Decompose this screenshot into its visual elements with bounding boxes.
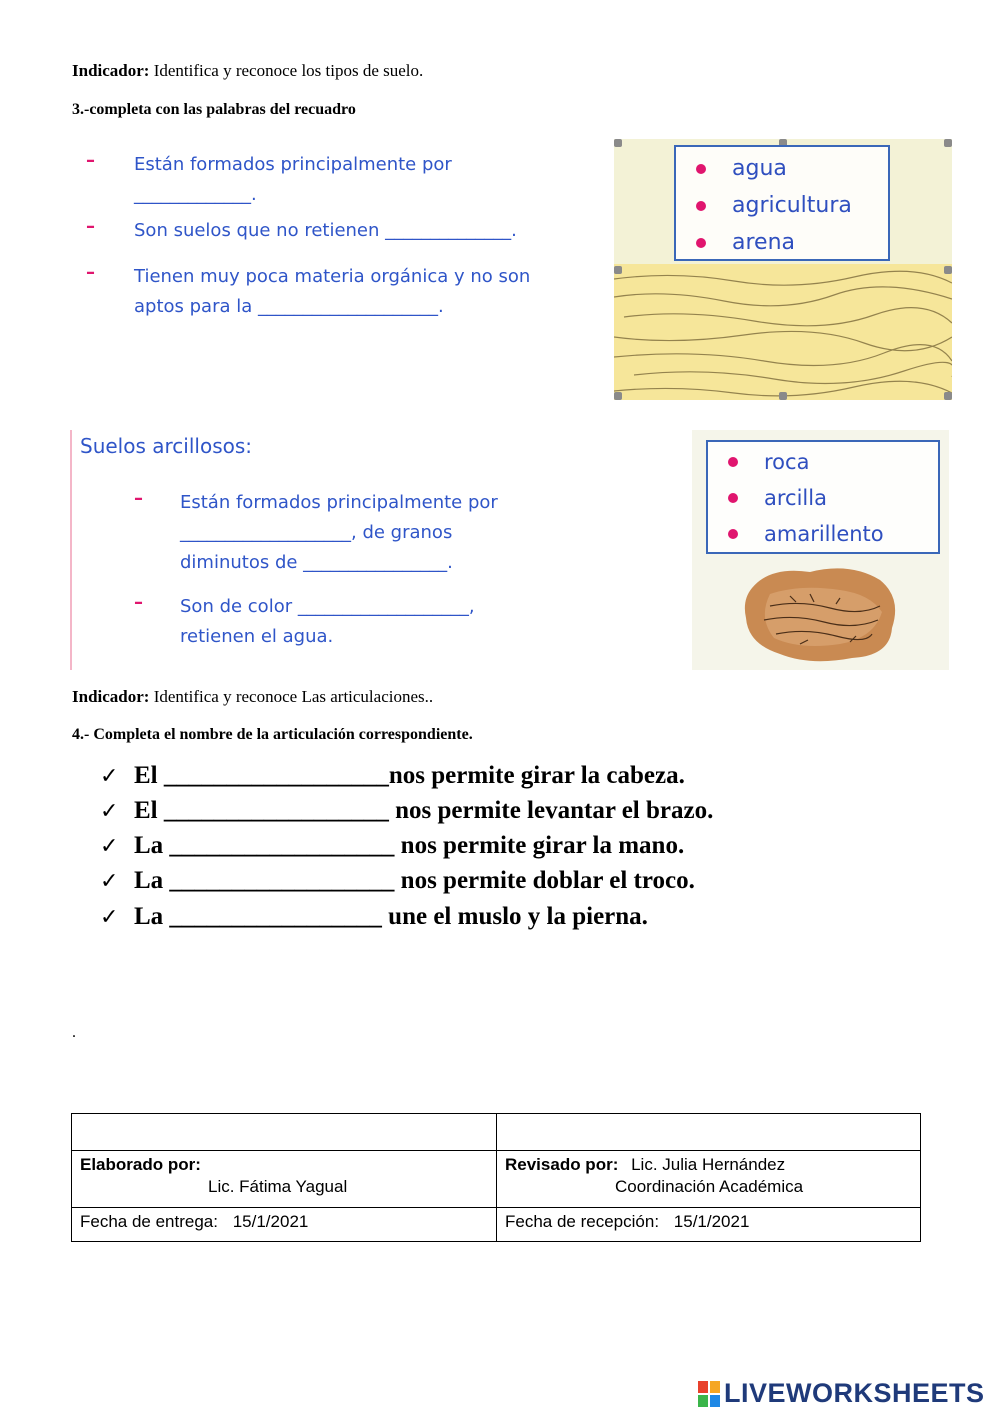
indicator-text: Identifica y reconoce los tipos de suelo. — [149, 61, 424, 80]
soil-item-1-line2[interactable]: _____________. — [134, 184, 257, 205]
word-amarillento: amarillento — [764, 522, 884, 546]
word-item — [676, 224, 888, 261]
joint-sentence-1[interactable]: El __________________nos permite girar la cabeza. — [134, 762, 685, 789]
sand-image — [614, 139, 952, 400]
word-item — [708, 480, 938, 516]
checkmark-icon: ✓ — [100, 799, 119, 824]
joint-line-4 — [100, 867, 900, 903]
word-box-soil — [674, 145, 890, 261]
joints-list — [100, 762, 900, 939]
indicator-joints — [72, 687, 433, 707]
clay-item-1-line1: Están formados principalmente por — [180, 492, 498, 513]
word-arcilla: arcilla — [764, 486, 827, 510]
bullet-icon — [728, 529, 738, 539]
indicator-label: Indicador: — [72, 687, 150, 706]
clay-heading: Suelos arcillosos: — [80, 434, 253, 458]
word-item — [708, 516, 938, 552]
clay-item-2-line1[interactable]: Son de color ___________________, — [180, 596, 475, 617]
checkmark-icon: ✓ — [100, 764, 119, 789]
clay-item-1 — [134, 488, 594, 578]
resize-handle[interactable] — [614, 266, 622, 274]
joint-sentence-4[interactable]: La __________________ nos permite doblar el troco. — [134, 867, 695, 894]
clay-item-2-line2: retienen el agua. — [180, 626, 334, 647]
elaborado-label: Elaborado por: — [80, 1155, 201, 1174]
elaborado-cell — [72, 1151, 497, 1208]
question-3-title: 3.-completa con las palabras del recuadro — [72, 101, 356, 118]
resize-handle[interactable] — [944, 266, 952, 274]
soil-item-2 — [86, 216, 606, 246]
joint-line-3 — [100, 832, 900, 867]
checkmark-icon: ✓ — [100, 869, 119, 894]
joint-line-1 — [100, 762, 900, 797]
resize-handle[interactable] — [944, 139, 952, 147]
question-4-title: 4.- Completa el nombre de la articulación correspondiente. — [72, 726, 473, 743]
soil-item-3-line2[interactable]: aptos para la ____________________. — [134, 296, 444, 317]
joint-line-5 — [100, 903, 900, 939]
dash-icon: – — [86, 216, 95, 237]
clay-image — [692, 430, 949, 670]
bullet-icon — [696, 238, 706, 248]
clay-rock-image — [740, 558, 904, 666]
clay-left-border — [70, 430, 72, 670]
liveworksheets-logo-icon — [698, 1381, 720, 1407]
word-item — [676, 187, 888, 224]
checkmark-icon: ✓ — [100, 834, 119, 859]
liveworksheets-watermark — [698, 1378, 985, 1409]
soil-item-3-line1: Tienen muy poca materia orgánica y no son — [134, 266, 531, 287]
resize-handle[interactable] — [614, 392, 622, 400]
bullet-icon — [696, 164, 706, 174]
table-row — [72, 1151, 921, 1208]
elaborado-name: Lic. Fátima Yagual — [208, 1177, 348, 1196]
resize-handle[interactable] — [779, 392, 787, 400]
dash-icon: – — [86, 262, 95, 283]
empty-cell — [72, 1114, 497, 1151]
watermark-text: LIVEWORKSHEETS — [724, 1378, 985, 1408]
recepcion-label: Fecha de recepción: — [505, 1212, 660, 1231]
dash-icon: – — [86, 150, 95, 171]
stray-dot: . — [72, 1024, 76, 1041]
revisado-cell — [497, 1151, 921, 1208]
word-item — [676, 150, 888, 187]
resize-handle[interactable] — [614, 139, 622, 147]
bullet-icon — [728, 457, 738, 467]
entrega-cell — [72, 1208, 497, 1242]
checkmark-icon: ✓ — [100, 905, 119, 930]
empty-cell — [497, 1114, 921, 1151]
joint-sentence-5[interactable]: La _________________ une el muslo y la pierna. — [134, 903, 648, 930]
bullet-icon — [696, 201, 706, 211]
soil-item-3 — [86, 262, 606, 322]
joint-sentence-2[interactable]: El __________________ nos permite levantar el brazo. — [134, 797, 714, 824]
word-agua: agua — [732, 156, 787, 181]
soil-item-1 — [86, 150, 606, 210]
indicator-text: Identifica y reconoce Las articulaciones.. — [149, 687, 434, 706]
resize-handle[interactable] — [944, 392, 952, 400]
word-arena: arena — [732, 230, 796, 255]
recepcion-cell — [497, 1208, 921, 1242]
table-row — [72, 1208, 921, 1242]
word-item — [708, 444, 938, 480]
revisado-name: Lic. Julia Hernández — [631, 1155, 786, 1174]
recepcion-date: 15/1/2021 — [673, 1212, 750, 1231]
clay-item-1-line2[interactable]: ___________________, de granos — [180, 522, 453, 543]
entrega-date: 15/1/2021 — [232, 1212, 309, 1231]
revisado-role: Coordinación Académica — [615, 1177, 804, 1196]
bullet-icon — [728, 493, 738, 503]
revisado-label: Revisado por: — [505, 1155, 619, 1174]
dash-icon: – — [134, 592, 143, 613]
word-agricultura: agricultura — [732, 193, 852, 218]
joint-line-2 — [100, 797, 900, 832]
word-box-clay — [706, 440, 940, 554]
soil-item-2-line1[interactable]: Son suelos que no retienen ______________. — [134, 220, 517, 241]
table-row — [72, 1114, 921, 1151]
soil-items — [86, 150, 606, 322]
word-roca: roca — [764, 450, 810, 474]
dash-icon: – — [134, 488, 143, 509]
indicator-label: Indicador: — [72, 61, 150, 80]
joint-sentence-3[interactable]: La __________________ nos permite girar la mano. — [134, 832, 685, 859]
indicator-soil — [72, 61, 423, 81]
signature-table — [71, 1113, 921, 1242]
clay-item-2 — [134, 592, 594, 652]
clay-item-1-line3[interactable]: diminutos de ________________. — [180, 552, 453, 573]
entrega-label: Fecha de entrega: — [80, 1212, 218, 1231]
soil-item-1-line1: Están formados principalmente por — [134, 154, 452, 175]
clay-items — [134, 488, 594, 652]
